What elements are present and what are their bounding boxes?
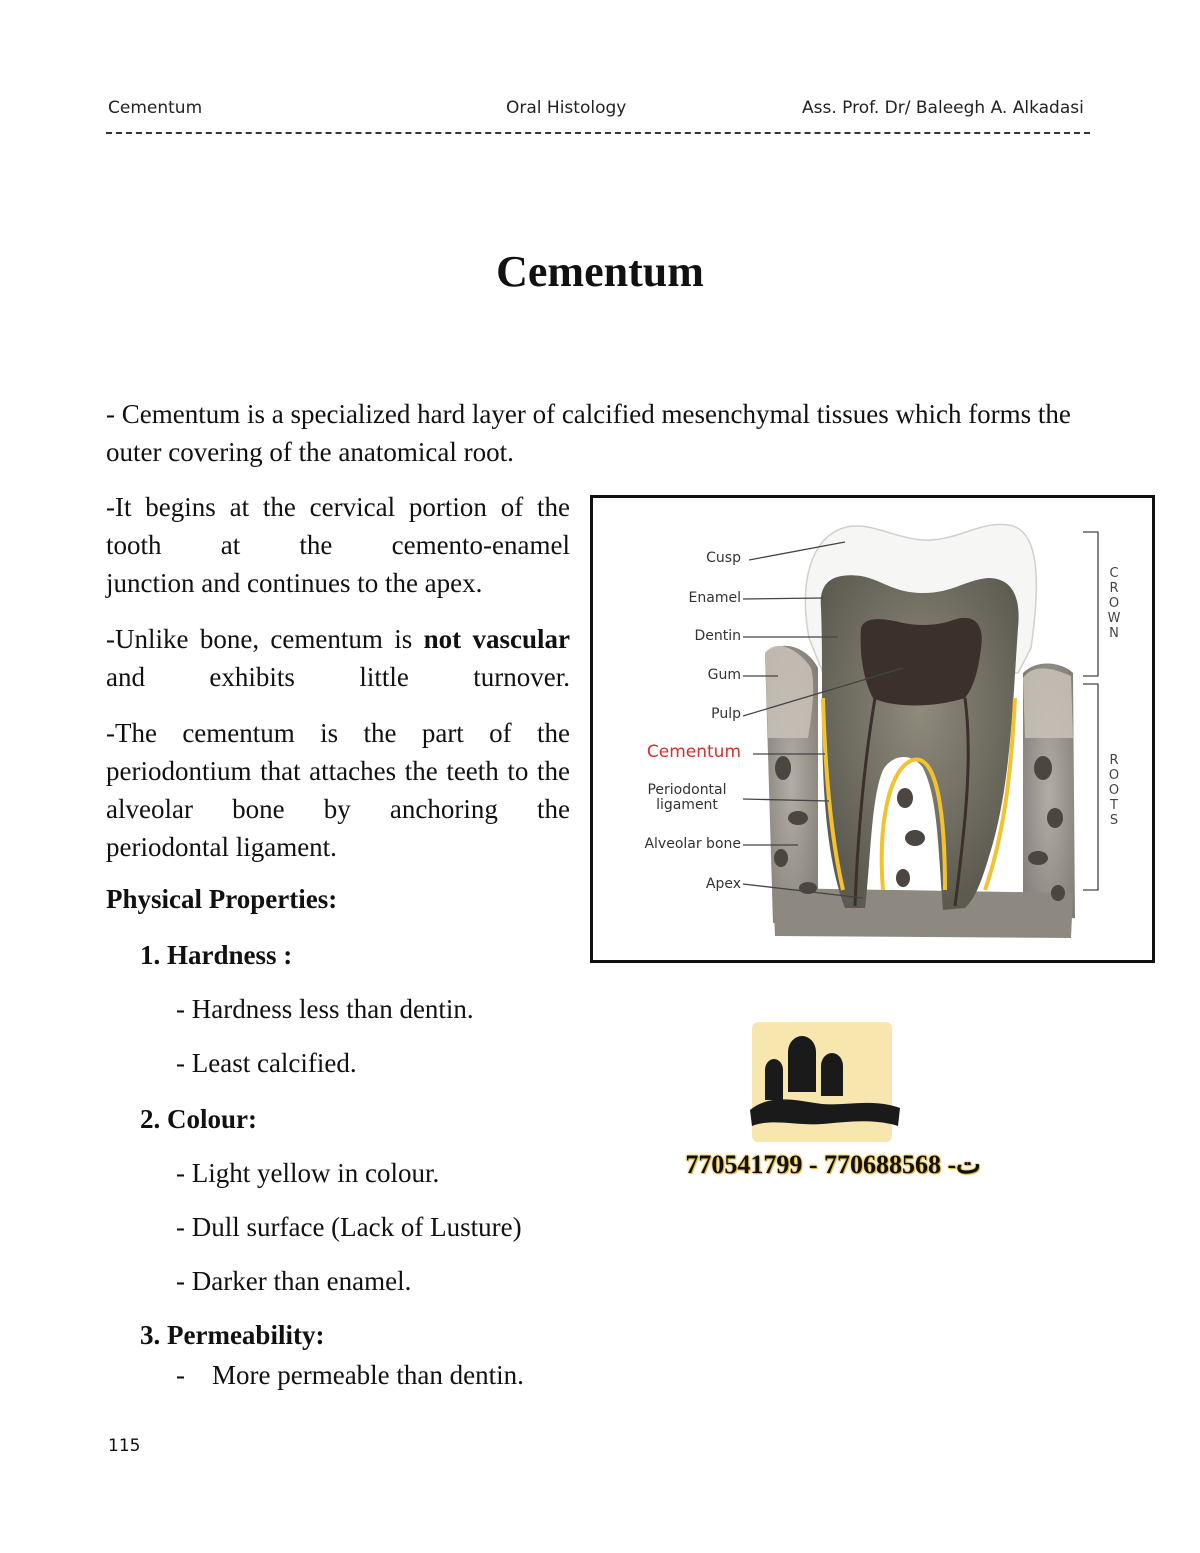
bone-pore — [774, 849, 788, 867]
label-enamel: Enamel — [688, 590, 741, 606]
list-dash: - — [176, 1360, 185, 1390]
property-title: Hardness : — [167, 940, 293, 970]
bone-pore — [775, 756, 791, 780]
publisher-logo — [672, 1022, 994, 1190]
label-apex: Apex — [705, 876, 741, 892]
gum-right — [1023, 668, 1073, 738]
cementum-layer-inner — [882, 759, 945, 890]
list-item: - Darker than enamel. — [176, 1266, 412, 1296]
bone-pore — [1047, 808, 1063, 828]
bone-pore — [1051, 885, 1065, 901]
paragraph-periodontium — [106, 714, 570, 866]
vertical-letter: O — [1108, 783, 1120, 798]
label-dentin: Dentin — [694, 628, 741, 644]
label-cementum: Cementum — [646, 742, 741, 762]
label-roots-vertical — [1107, 753, 1121, 828]
vertical-letter: W — [1107, 611, 1121, 626]
vertical-letter: C — [1109, 566, 1119, 581]
property-title: Colour: — [167, 1104, 257, 1134]
list-item: - Dull surface (Lack of Lusture) — [176, 1212, 522, 1242]
property-number: 3. — [140, 1320, 161, 1350]
header-right: Ass. Prof. Dr/ Baleegh A. Alkadasi — [802, 98, 1084, 118]
property-title: Permeability: — [167, 1320, 325, 1350]
list-item — [176, 1360, 524, 1391]
logo-pillar — [765, 1070, 783, 1100]
bone-pore — [897, 788, 913, 808]
page-number: 115 — [108, 1436, 141, 1456]
property-number: 2. — [140, 1104, 161, 1134]
vertical-letter: R — [1109, 753, 1119, 768]
vertical-letter: O — [1108, 768, 1120, 783]
list-item: - Hardness less than dentin. — [176, 994, 474, 1024]
vertical-letter: S — [1109, 813, 1119, 828]
label-alveolar-bone: Alveolar bone — [644, 836, 741, 852]
label-crown-vertical — [1107, 566, 1121, 641]
logo-pillar — [821, 1066, 843, 1096]
vertical-letter: R — [1109, 581, 1119, 596]
property-hardness-title — [140, 940, 292, 971]
physical-properties-heading: Physical Properties: — [106, 884, 338, 914]
bone-pore — [788, 811, 808, 825]
paragraph-periodontium-last-line: periodontal ligament. — [106, 832, 337, 862]
bone-pore — [1028, 851, 1048, 865]
intro-paragraph: - Cementum is a specialized hard layer of calcified mesenchymal tissues which forms the outer covering of the anatomical root. — [106, 399, 1071, 467]
page-title: Cementum — [496, 247, 704, 296]
paragraph-cervical — [106, 488, 570, 602]
pulp-chamber — [861, 618, 982, 706]
label-periodontal-ligament: Periodontal ligament — [647, 782, 727, 813]
bone-pore — [905, 830, 925, 846]
list-item: - Light yellow in colour. — [176, 1158, 440, 1188]
alveolar-bone-base — [773, 888, 1073, 938]
property-permeability-title — [140, 1320, 324, 1351]
vertical-letter: O — [1108, 596, 1120, 611]
label-pulp: Pulp — [711, 706, 741, 722]
paragraph-cervical-last-line: junction and continues to the apex. — [106, 568, 483, 598]
property-colour-title — [140, 1104, 257, 1135]
logo-phone-numbers: 770541799 - 770688568 -ت — [685, 1150, 981, 1179]
vertical-letter: T — [1110, 798, 1118, 813]
list-item: - Least calcified. — [176, 1048, 357, 1078]
paragraph-vascular-bold: not vascular — [423, 624, 571, 654]
label-cusp: Cusp — [706, 550, 741, 566]
bone-pore — [896, 869, 910, 887]
paragraph-vascular — [106, 620, 570, 696]
paragraph-periodontium-text: -The cementum is the part of the periodontium that attaches the teeth to the alveolar bone by anchoring the — [106, 718, 570, 824]
header-center: Oral Histology — [506, 98, 627, 118]
crown-bracket — [1083, 532, 1098, 676]
logo-pillar — [788, 1052, 816, 1092]
logo-mosque-graphic — [672, 1022, 994, 1152]
label-gum: Gum — [707, 667, 741, 683]
paragraph-cervical-text: -It begins at the cervical portion of the tooth at the cemento-enamel — [106, 492, 570, 560]
list-item-text: More permeable than dentin. — [212, 1360, 524, 1390]
roots-bracket — [1083, 684, 1098, 890]
paragraph-vascular-text: -Unlike bone, cementum is — [106, 624, 424, 654]
tooth-anatomy-figure — [590, 495, 1155, 963]
property-number: 1. — [140, 940, 161, 970]
header-left: Cementum — [108, 98, 203, 118]
vertical-letter: N — [1109, 626, 1119, 641]
bone-pore — [1034, 756, 1052, 780]
paragraph-vascular-tail: and exhibits little turnover. — [106, 662, 570, 692]
header-divider — [106, 132, 1090, 134]
